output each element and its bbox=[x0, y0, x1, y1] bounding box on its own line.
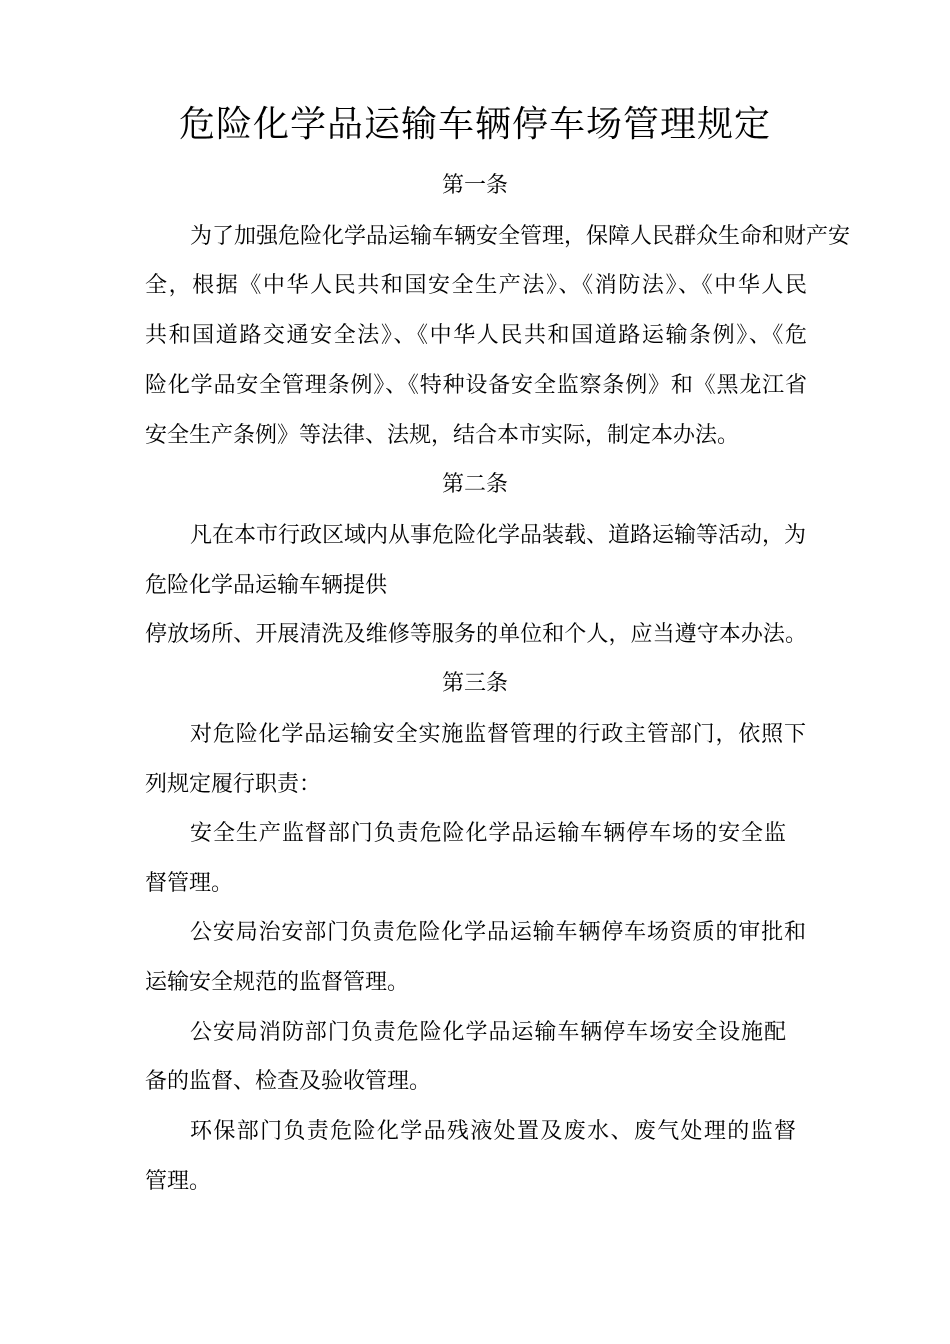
article-3-line-8: 备的监督、检查及验收管理。 bbox=[145, 1069, 432, 1094]
article-1-line-3: 共和国道路交通安全法》、《中华人民共和国道路运输条例》、《危 bbox=[145, 323, 807, 348]
article-1-line-2: 全，根据《中华人民共和国安全生产法》、《消防法》、《中华人民 bbox=[145, 273, 807, 298]
article-3-line-10: 管理。 bbox=[145, 1169, 212, 1194]
article-3-line-3: 安全生产监督部门负责危险化学品运输车辆停车场的安全监 bbox=[190, 821, 786, 846]
article-2-line-3: 停放场所、开展清洗及维修等服务的单位和个人，应当遵守本办法。 bbox=[145, 622, 807, 647]
article-2-line-1: 凡在本市行政区域内从事危险化学品装载、道路运输等活动，为 bbox=[190, 523, 807, 548]
document-title: 危险化学品运输车辆停车场管理规定 bbox=[178, 104, 771, 145]
article-1-heading: 第一条 bbox=[441, 173, 508, 198]
article-3-line-2: 列规定履行职责： bbox=[145, 772, 322, 797]
article-3-line-9: 环保部门负责危险化学品残液处置及废水、废气处理的监督 bbox=[190, 1119, 796, 1144]
article-3-heading: 第三条 bbox=[441, 671, 508, 696]
article-1-line-4: 险化学品安全管理条例》、《特种设备安全监察条例》和《黑龙江省 bbox=[145, 373, 807, 398]
article-3-line-7: 公安局消防部门负责危险化学品运输车辆停车场安全设施配 bbox=[190, 1020, 786, 1045]
article-2-heading: 第二条 bbox=[441, 472, 508, 497]
article-3-line-4: 督管理。 bbox=[145, 871, 234, 896]
article-3-line-5: 公安局治安部门负责危险化学品运输车辆停车场资质的审批和 bbox=[190, 920, 806, 945]
article-1-line-1: 为了加强危险化学品运输车辆安全管理，保障人民群众生命和财产安 bbox=[190, 224, 851, 249]
article-3-line-6: 运输安全规范的监督管理。 bbox=[145, 970, 410, 995]
article-2-line-2: 危险化学品运输车辆提供 bbox=[145, 573, 388, 598]
article-1-line-5: 安全生产条例》等法律、法规，结合本市实际，制定本办法。 bbox=[145, 423, 740, 448]
article-3-line-1: 对危险化学品运输安全实施监督管理的行政主管部门，依照下 bbox=[190, 722, 806, 747]
